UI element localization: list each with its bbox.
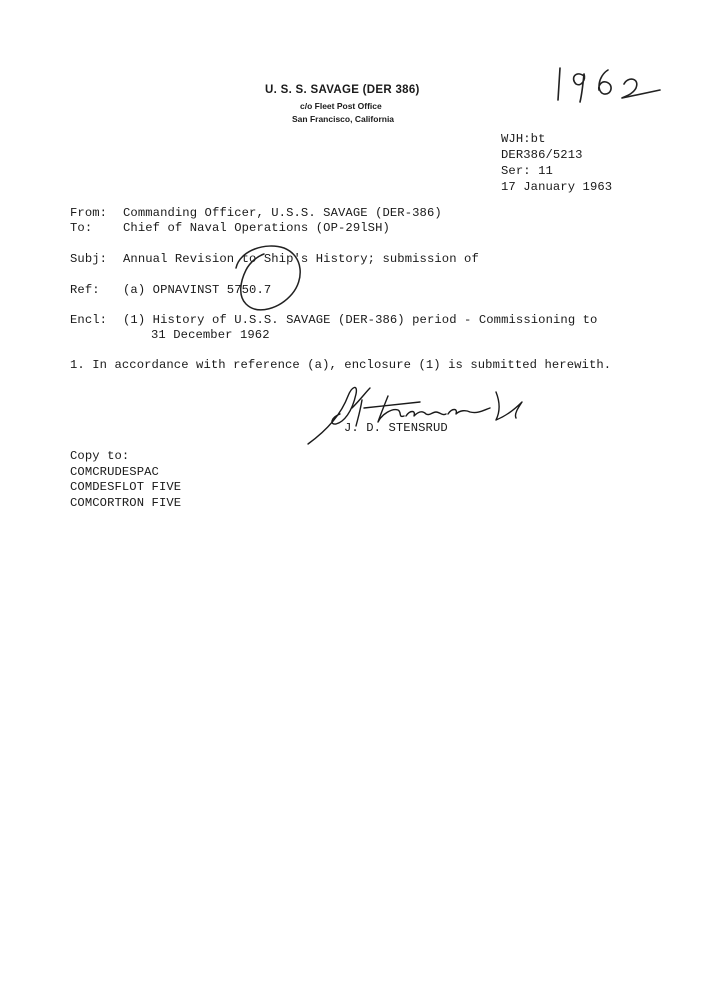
- subj-label: Subj:: [70, 252, 108, 266]
- handwritten-signature: [300, 378, 540, 450]
- typed-signature-name: J. D. STENSRUD: [344, 421, 448, 435]
- copy-recipient: COMCORTRON FIVE: [70, 495, 182, 510]
- copy-to-block: [70, 449, 181, 511]
- from-label: From:: [70, 206, 108, 220]
- encl-value-line2: 31 December 1962: [151, 328, 270, 342]
- ref-serial: Ser: 11: [501, 164, 553, 178]
- letterhead-address-line1: c/o Fleet Post Office: [300, 101, 382, 111]
- body-paragraph-1: 1. In accordance with reference (a), enclosure (1) is submitted herewith.: [70, 358, 612, 372]
- subj-value: Annual Revision to Ship's History; submission of: [123, 252, 479, 266]
- to-label: To:: [70, 221, 93, 235]
- encl-label: Encl:: [70, 313, 108, 327]
- reference-block: [501, 131, 612, 195]
- from-value: Commanding Officer, U.S.S. SAVAGE (DER-386): [123, 206, 442, 220]
- ref-value: (a) OPNAVINST 5750.7: [123, 283, 272, 297]
- to-value: Chief of Naval Operations (OP-29lSH): [123, 221, 390, 235]
- ref-initials: WJH:bt: [501, 132, 546, 146]
- encl-value-line1: (1) History of U.S.S. SAVAGE (DER-386) period - Commissioning to: [123, 313, 598, 327]
- ref-file-code: DER386/5213: [501, 148, 583, 162]
- ref-label: Ref:: [70, 283, 100, 297]
- handwritten-year-annotation: [548, 56, 668, 108]
- letterhead-address-line2: San Francisco, California: [292, 114, 395, 124]
- ref-date: 17 January 1963: [501, 180, 613, 194]
- copy-recipient: COMCRUDESPAC: [70, 464, 159, 479]
- copy-recipient: COMDESFLOT FIVE: [70, 480, 182, 494]
- letterhead-ship: U. S. S. SAVAGE (DER 386): [265, 84, 420, 96]
- pen-circle-annotation: [218, 238, 308, 318]
- copy-to-label: Copy to:: [70, 449, 130, 463]
